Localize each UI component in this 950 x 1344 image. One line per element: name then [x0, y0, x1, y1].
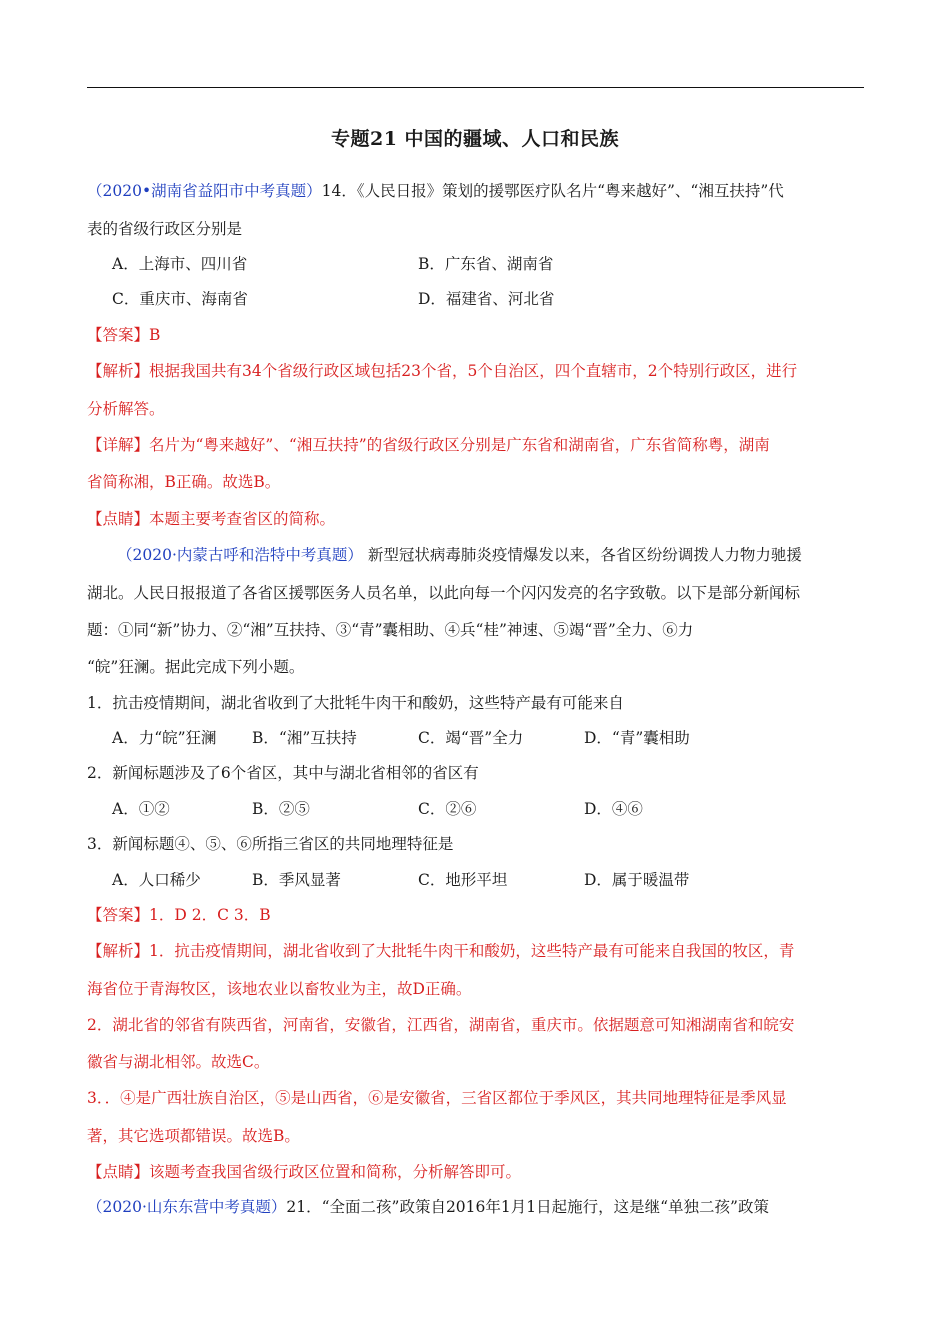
question-2-stem: 2．新闻标题涉及了6个省区，其中与湖北省相邻的省区有 [87, 764, 479, 782]
group-intro-line: “皖”狂澜。据此完成下列小题。 [87, 658, 305, 676]
analysis-cont: 分析解答。 [87, 400, 165, 418]
group-intro-line: 题：①同“新”协力、②“湘”互扶持、③“青”囊相助、④兵“桂”神速、⑤竭“晋”全力、⑥力 [87, 621, 694, 639]
option-d: D．属于暖温带 [584, 871, 690, 889]
analysis-2-cont: 徽省与湖北相邻。故选C。 [87, 1053, 270, 1071]
answer: 【答案】1．D 2．C 3．B [87, 906, 271, 924]
stem-text: 14．《人民日报》策划的援鄂医疗队名片“粤来越好”、“湘互扶持”代 [321, 182, 784, 200]
option-a: A．力“皖”狂澜 [112, 729, 217, 747]
option-b: B．广东省、湖南省 [418, 255, 554, 273]
option-a: A．上海市、四川省 [112, 255, 248, 273]
analysis-1-cont: 海省位于青海牧区，该地农业以畜牧业为主，故D正确。 [87, 980, 472, 998]
comment: 【点睛】该题考查我国省级行政区位置和简称，分析解答即可。 [87, 1163, 522, 1181]
question-14-stem-cont: 表的省级行政区分别是 [87, 220, 243, 238]
stem-text: 21．“全面二孩”政策自2016年1月1日起施行，这是继“单独二孩”政策 [286, 1198, 769, 1216]
option-b: B．“湘”互扶持 [252, 729, 357, 747]
option-d: D．④⑥ [584, 800, 643, 818]
intro-text: 新型冠状病毒肺炎疫情爆发以来，各省区纷纷调拨人力物力驰援 [367, 546, 802, 564]
option-c: C．地形平坦 [418, 871, 508, 889]
option-a: A．①② [112, 800, 170, 818]
analysis-3-cont: 著，其它选项都错误。故选B。 [87, 1127, 300, 1145]
group-intro-line: 湖北。人民日报报道了各省区援鄂医务人员名单，以此向每一个闪闪发亮的名字致敬。以下是部分新闻标 [87, 584, 801, 602]
analysis-1: 【解析】1．抗击疫情期间，湖北省收到了大批牦牛肉干和酸奶，这些特产最有可能来自我国的牧区，青 [87, 942, 795, 960]
option-b: B．季风显著 [252, 871, 341, 889]
question-1-stem: 1．抗击疫情期间，湖北省收到了大批牦牛肉干和酸奶，这些特产最有可能来自 [87, 694, 624, 712]
group-intro [117, 545, 802, 565]
option-b: B．②⑤ [252, 800, 310, 818]
analysis-2: 2．湖北省的邻省有陕西省，河南省，安徽省，江西省，湖南省，重庆市。依据题意可知湘湖南省和皖安 [87, 1016, 795, 1034]
source-tag: （2020·内蒙古呼和浩特中考真题） [117, 546, 363, 564]
option-d: D．“青”囊相助 [584, 729, 690, 747]
option-c: C．竭“晋”全力 [418, 729, 524, 747]
page-title: 专题21 中国的疆域、人口和民族 [330, 128, 620, 150]
source-tag: （2020·山东东营中考真题） [87, 1198, 287, 1216]
detail-cont: 省简称湘，B正确。故选B。 [87, 473, 281, 491]
question-14-stem [87, 181, 784, 201]
question-3-stem: 3．新闻标题④、⑤、⑥所指三省区的共同地理特征是 [87, 835, 454, 853]
option-c: C．②⑥ [418, 800, 477, 818]
option-c: C．重庆市、海南省 [112, 290, 248, 308]
option-a: A．人口稀少 [112, 871, 201, 889]
header-rule [87, 87, 864, 88]
source-tag: （2020•湖南省益阳市中考真题） [87, 182, 322, 200]
comment: 【点睛】本题主要考查省区的简称。 [87, 510, 336, 528]
analysis-3: 3．．④是广西壮族自治区，⑤是山西省，⑥是安徽省，三省区都位于季风区，其共同地理特征是季风显 [87, 1089, 787, 1107]
answer: 【答案】B [87, 326, 161, 344]
detail: 【详解】名片为“粤来越好”、“湘互扶持”的省级行政区分别是广东省和湖南省，广东省简称粤，湖南 [87, 436, 770, 454]
option-d: D．福建省、河北省 [418, 290, 555, 308]
analysis: 【解析】根据我国共有34个省级行政区域包括23个省，5个自治区，四个直辖市，2个特别行政区，进行 [87, 362, 798, 380]
question-21-stem [87, 1197, 769, 1217]
